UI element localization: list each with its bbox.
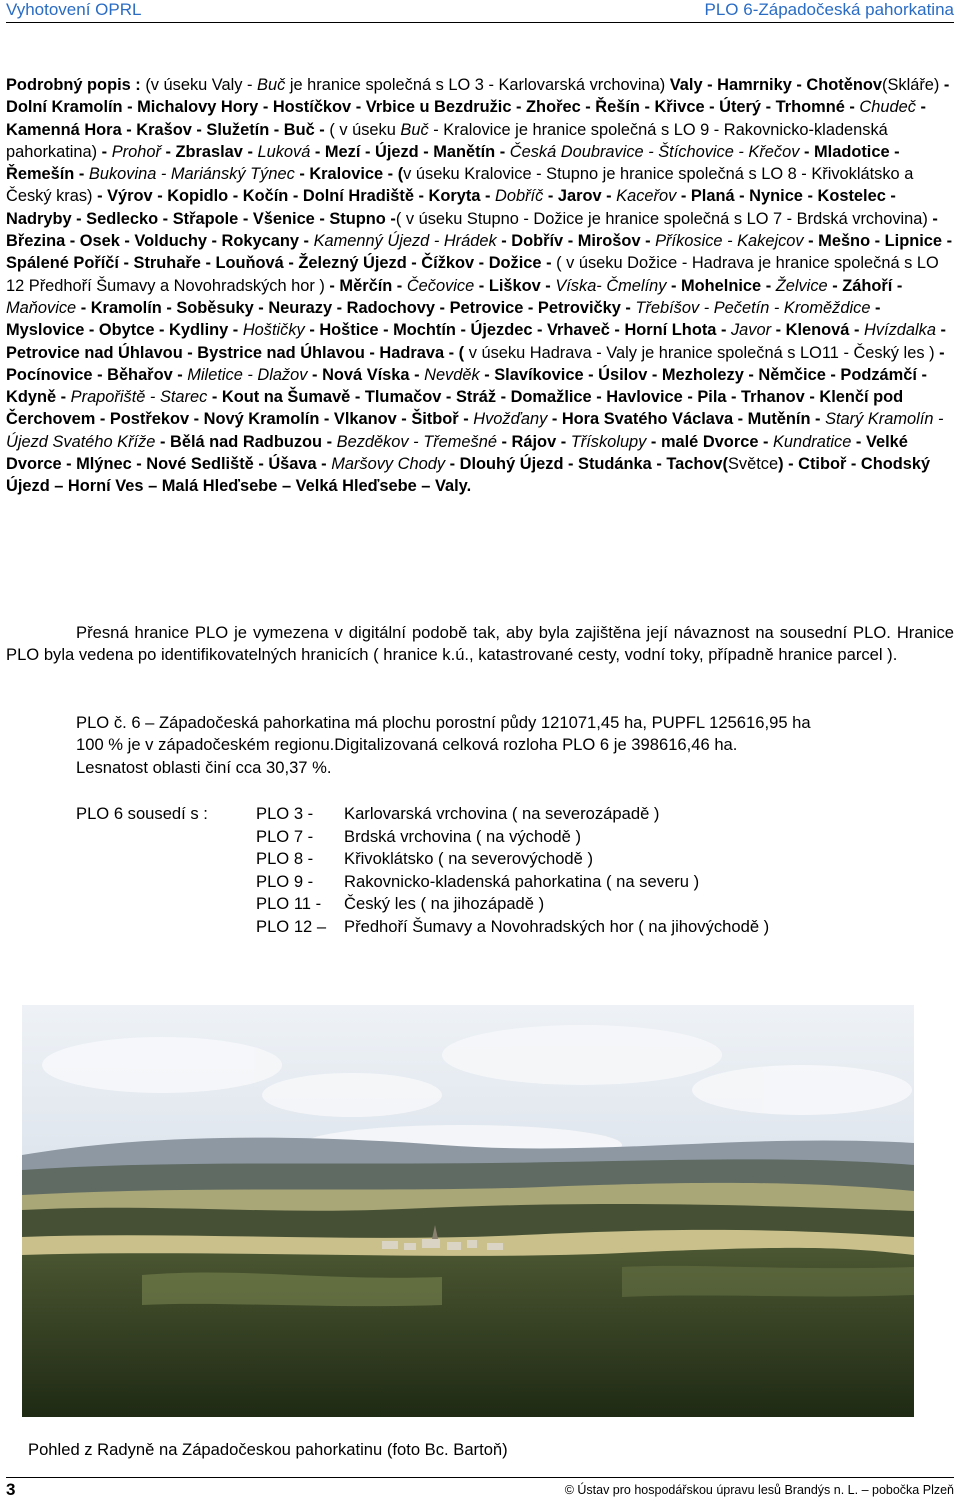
route-segment: - Petrovice nad Úhlavou - Bystrice nad Úhlavou - Hadrava - ( (6, 321, 946, 362)
neighbor-name: Křivoklátsko ( na severovýchodě ) (344, 849, 594, 869)
route-segment: - Liškov - (474, 276, 556, 295)
page-number: 3 (6, 1480, 16, 1499)
route-segment: - Myslovice - Obytce - Kydliny - (6, 298, 881, 340)
route-segment: - Mešno - Lipnice - Spálené Poříčí - Struhaře - Louňová - Železný Újezd - Čížkov - Dožice - (6, 232, 953, 273)
neighbor-name: Český les ( na jihozápadě ) (344, 894, 545, 914)
route-segment: - Rájov - (496, 432, 571, 451)
route-segment: Bezděkov - Třemešné (336, 432, 497, 451)
route-segment: Starý Kramolín - Újezd Svatého Kříže (6, 410, 944, 451)
route-segment: Prohoř (111, 142, 161, 161)
route-segment: - Velké Dvorce - Mlýnec - Nové Sedliště - Úšava - (6, 432, 908, 474)
area-line-2: 100 % je v západočeském regionu.Digitalizovaná celková rozloha PLO 6 je 398616,46 ha. (76, 735, 738, 755)
route-segment: - Kralovice - ( (294, 165, 404, 184)
neighbor-row (256, 916, 876, 939)
route-segment: Čečovice (406, 276, 475, 295)
neighbor-name: Předhoří Šumavy a Novohradských hor ( na jihovýchodě ) (344, 916, 770, 936)
boundary-paragraph (6, 622, 954, 667)
route-segment: ) - Ctiboř - Chodský Újezd – Horní Ves – Malá Hleďsebe – Velká Hleďsebe – Valy. (6, 455, 931, 496)
neighbor-name: Rakovnicko-kladenská pahorkatina ( na severu ) (344, 871, 700, 891)
route-segment: - Kout na Šumavě - Tlumačov - Stráž - Domažlice - Havlovice - Pila - Trhanov - Klenčí pod Čerchovem - Postřekov - Nový Kramolín - Vlkanov - Šitboř - (6, 388, 904, 429)
route-segment: Valy - Hamrniky - Chotěnov (669, 76, 882, 94)
route-segment: Maňovice (6, 298, 77, 317)
neighbor-code: PLO 7 - (256, 826, 314, 846)
route-segment: Prapořiště - Starec (70, 388, 208, 407)
route-segment: - Kamenná Hora - Krašov - Služetín - Buč - (6, 98, 926, 139)
neighbor-code: PLO 9 - (256, 871, 314, 891)
header-left-title: Vyhotovení OPRL (6, 0, 142, 19)
route-segment: je hranice společná s LO 3 - Karlovarská vrchovina) (285, 76, 670, 94)
route-segment: Kundratice (773, 432, 852, 451)
route-segment: Chudeč (859, 98, 916, 117)
route-segment: Hvízdalka (863, 321, 936, 340)
neighbor-row (256, 826, 876, 849)
landscape-photo (22, 1005, 914, 1417)
route-segment: v úseku Kralovice - Stupno je hranice společná s LO 8 - Křivoklátsko a Český kras) (6, 165, 914, 206)
route-segment: Želvice (775, 276, 828, 295)
route-segment: - Březina - Osek - Volduchy - Rokycany - (6, 209, 938, 251)
route-segment: - Zbraslav - (160, 142, 258, 161)
route-segment: - Klenová - (771, 321, 864, 340)
route-segment: Víska- Čmelíny (555, 276, 667, 295)
neighbor-code: PLO 12 – (256, 916, 327, 936)
header-right-title: PLO 6-Západočeská pahorkatina (704, 0, 954, 19)
route-segment: Javor (730, 321, 772, 340)
route-segment: - Nová Víska - (307, 365, 425, 384)
route-segment: ( v úseku (329, 120, 401, 139)
neighbor-row (256, 871, 876, 894)
route-segment: - Měrčín - (324, 276, 407, 295)
route-segment: - Záhoří - (827, 276, 903, 295)
area-line-1: PLO č. 6 – Západočeská pahorkatina má plochu porostní půdy 121071,45 ha, PUPFL 125616,95 ha (76, 713, 811, 732)
route-segment: - Hoštice - Mochtín - Újezdec - Vrhaveč - Horní Lhota - (304, 321, 731, 340)
route-segment: Hoštičky (242, 321, 305, 340)
route-segment: - Slavíkovice - Úsilov - Mezholezy - Němčice - Podzámčí - Kdyně - (6, 365, 927, 407)
route-segment: (v úseku Valy - (145, 76, 258, 94)
page-header (6, 0, 954, 23)
route-segment: - Dobřív - Mirošov - (496, 232, 656, 251)
route-segment: Dobříč (495, 187, 544, 206)
route-segment: Hvožďany (473, 410, 548, 429)
route-segment: Bukovina - Mariánský Týnec (88, 165, 295, 184)
route-segment: Světce (727, 455, 779, 474)
neighbor-name: Brdská vrchovina ( na východě ) (344, 826, 582, 846)
clearing-right (622, 1266, 914, 1297)
route-segment: - Dlouhý Újezd - Studánka - Tachov( (445, 455, 728, 474)
route-segment: Kaceřov (616, 187, 677, 206)
route-segment: - Výrov - Kopidlo - Kočín - Dolní Hradiště - Koryta - (92, 187, 496, 206)
route-segment: - Hora Svatého Václava - Mutěnín - (547, 410, 826, 429)
landscape-photo-illustration (22, 1005, 914, 1417)
route-segment: v úseku Hadrava - Valy je hranice společná s LO11 - Český les ) (468, 343, 935, 362)
neighbor-name: Karlovarská vrchovina ( na severozápadě ) (344, 804, 660, 823)
route-segment: Podrobný popis : (6, 76, 146, 94)
neighbors-items (256, 803, 876, 939)
route-segment: - Kramolín - Soběsuky - Neurazy - Radochovy - Petrovice - Petrovičky - (76, 298, 636, 317)
boundary-description (6, 74, 954, 498)
route-segment: Česká Doubravice - Štíchovice - Křečov (509, 142, 800, 161)
route-segment: - Mezí - Újezd - Manětín - (310, 142, 510, 161)
route-segment: Miletice - Dlažov (187, 365, 308, 384)
route-segment: - Planá - Nynice - Kostelec - Nadryby - Sedlecko - Střapole - Všenice - Stupno - (6, 187, 896, 228)
route-segment: (Skláře) (881, 76, 940, 94)
route-segment: - (97, 142, 112, 161)
route-segment: - Dolní Kramolín - Michalovy Hory - Hostíčkov - Vrbice u Bezdružic - Zhořec - Řešín - Křivce - Úterý - Trhomné - (6, 76, 950, 117)
route-segment: - Bělá nad Radbuzou - (155, 432, 337, 451)
route-segment: Kamenný Újezd - Hrádek (313, 232, 497, 251)
route-segment: Příkosice - Kakejcov (655, 232, 804, 251)
area-paragraph (76, 712, 954, 779)
route-segment: Třebíšov - Pečetín - Kroměždice (635, 298, 871, 317)
neighbor-row (256, 803, 876, 826)
neighbor-code: PLO 3 - (256, 804, 314, 823)
route-segment: - Kralovice je hranice společná s LO 9 - Rakovnicko-kladenská pahorkatina) (6, 120, 888, 161)
route-segment: - Pocínovice - Běhařov - (6, 343, 945, 384)
copyright-notice: © Ústav pro hospodářskou úpravu lesů Brandýs n. L. – pobočka Plzeň (564, 1483, 954, 1497)
route-segment: Buč (257, 76, 286, 94)
neighbor-row (256, 848, 876, 871)
route-segment: Nevděk (424, 365, 480, 384)
neighbor-code: PLO 8 - (256, 849, 314, 869)
route-segment: - Jarov - (543, 187, 617, 206)
area-line-3: Lesnatost oblasti činí cca 30,37 %. (76, 757, 332, 777)
boundary-paragraph-text: Přesná hranice PLO je vymezena v digitální podobě tak, aby byla zajištěna její návaznost na sousední PLO. Hranice PLO byla vedena po identifikovatelných hranicích ( hranice k.ú., katastrované cesty, vodní toky, případně hranice parcel ). (6, 623, 954, 665)
photo-caption: Pohled z Radyně na Západočeskou pahorkatinu (foto Bc. Bartoň) (28, 1440, 508, 1459)
route-segment: - Mladotice - Řemešín - (6, 142, 900, 184)
neighbor-row (256, 893, 876, 916)
neighbor-code: PLO 11 - (256, 894, 322, 914)
route-segment: - Mohelnice - (666, 276, 776, 295)
route-segment: Buč (400, 120, 429, 139)
route-segment: Třískolupy (570, 432, 647, 451)
route-segment: ( v úseku Dožice - Hadrava je hranice společná s LO 12 Předhoří Šumavy a Novohradských hor ) (6, 254, 939, 295)
route-segment: Luková (257, 142, 311, 161)
route-segment: - malé Dvorce - (646, 432, 773, 451)
page-footer (6, 1477, 954, 1501)
route-segment: Maršovy Chody (331, 455, 446, 474)
neighbors-label: PLO 6 sousedí s : (76, 804, 208, 823)
route-segment: ( v úseku Stupno - Dožice je hranice společná s LO 7 - Brdská vrchovina) (395, 209, 928, 228)
